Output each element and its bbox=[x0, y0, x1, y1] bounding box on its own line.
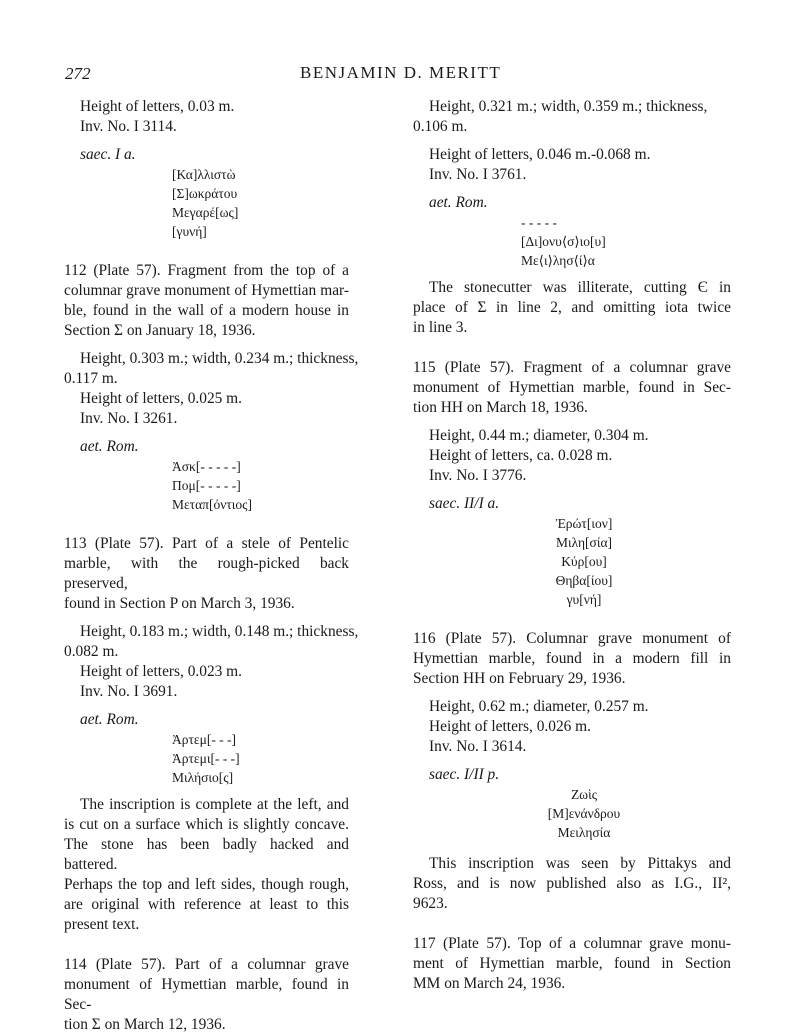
entry-description: MM on March 24, 1936. bbox=[413, 975, 566, 992]
entry-115 bbox=[413, 358, 731, 609]
inscription-line: [Σ]ωκράτου bbox=[172, 186, 238, 201]
inscription-line: [γυνή] bbox=[172, 224, 207, 239]
date-label: aet. Rom. bbox=[80, 438, 139, 455]
dimensions: Height, 0.62 m.; diameter, 0.257 m. bbox=[429, 698, 649, 715]
letter-height: Height of letters, 0.026 m. bbox=[429, 718, 591, 735]
letter-height: Height of letters, 0.046 m.-0.068 m. bbox=[429, 146, 651, 163]
inscription-line: [Δι]ονυ⟨σ⟩ιο[υ] bbox=[521, 234, 606, 249]
commentary-line: are original with reference at least to this bbox=[64, 896, 349, 913]
dimensions: Height, 0.183 m.; width, 0.148 m.; thickness, bbox=[80, 623, 359, 640]
entry-description: columnar grave monument of Hymettian mar- bbox=[64, 282, 349, 299]
inscription-116 bbox=[413, 785, 731, 842]
commentary-line: in line 3. bbox=[413, 319, 468, 336]
dimensions: 0.106 m. bbox=[413, 118, 468, 135]
commentary-line: This inscription was seen by Pittakys and bbox=[429, 855, 731, 872]
inventory-number: Inv. No. I 3614. bbox=[429, 738, 527, 755]
entry-number: 112 bbox=[64, 262, 87, 279]
entry-number: 116 bbox=[413, 630, 436, 647]
inscription-line: [Κα]λλιστὼ bbox=[172, 167, 236, 182]
inventory-number: Inv. No. I 3776. bbox=[429, 467, 527, 484]
inventory-number: Inv. No. I 3761. bbox=[429, 166, 527, 183]
inscription-line: Θηβα[ίου] bbox=[555, 573, 613, 588]
inscription-line: Ἀρτεμι[- - -] bbox=[172, 751, 240, 766]
entry-description: ble, found in the wall of a modern house in bbox=[64, 302, 349, 319]
entry-description: (Plate 57). Fragment of a columnar grave bbox=[444, 359, 731, 376]
dimensions: 0.117 m. bbox=[64, 370, 118, 387]
inscription-114 bbox=[413, 213, 731, 270]
inscription-line: Μεταπ[όντιος] bbox=[172, 497, 252, 512]
inscription-line: - - - - - bbox=[521, 215, 557, 230]
commentary-line: The stonecutter was illiterate, cutting Є in bbox=[429, 279, 731, 296]
commentary-line: 9623. bbox=[413, 895, 448, 912]
entry-number: 117 bbox=[413, 935, 436, 952]
inscription-line: Με⟨ι⟩λησ⟨ί⟩α bbox=[521, 253, 595, 268]
commentary-line: The stone has been badly hacked and battered. bbox=[64, 836, 349, 873]
left-column bbox=[64, 97, 359, 1035]
letter-height: Height of letters, 0.023 m. bbox=[80, 663, 242, 680]
entry-number: 113 bbox=[64, 535, 87, 552]
inscription-line: Μεγαρέ[ως] bbox=[172, 205, 239, 220]
dimensions: Height, 0.303 m.; width, 0.234 m.; thickness, bbox=[80, 350, 359, 367]
entry-description: Hymettian marble, found in a modern fill in bbox=[413, 650, 731, 667]
entry-description: monument of Hymettian marble, found in Sec- bbox=[413, 379, 731, 396]
entry-description: (Plate 57). Columnar grave monument of bbox=[445, 630, 731, 647]
entry-112 bbox=[64, 261, 359, 514]
inscription-line: [Μ]ενάνδρου bbox=[547, 806, 621, 821]
dimensions: 0.082 m. bbox=[64, 643, 119, 660]
entry-description: monument of Hymettian marble, found in Sec- bbox=[64, 976, 349, 1013]
right-column bbox=[413, 97, 731, 994]
commentary bbox=[413, 278, 731, 338]
commentary-line: Perhaps the top and left sides, though rough, bbox=[64, 876, 349, 893]
inventory-number: Inv. No. I 3261. bbox=[80, 410, 178, 427]
entry-number: 114 bbox=[64, 956, 87, 973]
entry-description: tion Σ on March 12, 1936. bbox=[64, 1016, 226, 1033]
inscription-line: γυ[νή] bbox=[566, 592, 602, 607]
entry-description: found in Section P on March 3, 1936. bbox=[64, 595, 295, 612]
commentary bbox=[413, 854, 731, 914]
entry-description: (Plate 57). Top of a columnar grave monu- bbox=[442, 935, 731, 952]
entry-113 bbox=[64, 534, 359, 935]
inscription-line: Πομ[- - - - -] bbox=[172, 478, 241, 493]
inscription-line: Ἐρώτ[ιον] bbox=[555, 516, 613, 531]
date-label: aet. Rom. bbox=[429, 194, 488, 211]
commentary bbox=[64, 795, 349, 935]
inscription-line: Κύρ[ου] bbox=[561, 554, 607, 569]
running-head: BENJAMIN D. MERITT bbox=[300, 63, 502, 82]
date-label: saec. I a. bbox=[80, 146, 136, 163]
commentary-line: Ross, and is now published also as I.G., II², bbox=[413, 875, 731, 892]
entry-117 bbox=[413, 934, 731, 994]
inventory-number: Inv. No. I 3114. bbox=[80, 118, 177, 135]
dimensions: Height, 0.321 m.; width, 0.359 m.; thickness, bbox=[429, 98, 708, 115]
letter-height: Height of letters, 0.025 m. bbox=[80, 390, 242, 407]
entry-number: 115 bbox=[413, 359, 436, 376]
entry-description: (Plate 57). Fragment from the top of a bbox=[93, 262, 349, 279]
inscription-line: Μιλήσιο[ς] bbox=[172, 770, 234, 785]
inscription-111 bbox=[64, 165, 349, 241]
inscription-112 bbox=[64, 457, 349, 514]
date-label: saec. II/I a. bbox=[429, 495, 500, 512]
commentary-line: is cut on a surface which is slightly concave. bbox=[64, 816, 349, 833]
entry-description: tion HH on March 18, 1936. bbox=[413, 399, 588, 416]
date-label: aet. Rom. bbox=[80, 711, 139, 728]
inscription-line: Μιλη[σία] bbox=[555, 535, 613, 550]
date-label: saec. I/II p. bbox=[429, 766, 500, 783]
dimensions: Height, 0.44 m.; diameter, 0.304 m. bbox=[429, 427, 649, 444]
entry-116 bbox=[413, 629, 731, 914]
entry-description: (Plate 57). Part of a columnar grave bbox=[95, 956, 349, 973]
entry-description: Section HH on February 29, 1936. bbox=[413, 670, 626, 687]
entry-description: (Plate 57). Part of a stele of Pentelic bbox=[94, 535, 349, 552]
page-number: 272 bbox=[65, 64, 91, 83]
entry-description: ment of Hymettian marble, found in Section bbox=[413, 955, 731, 972]
commentary-line: present text. bbox=[64, 916, 140, 933]
letter-height: Height of letters, 0.03 m. bbox=[80, 98, 235, 115]
inscription-113 bbox=[64, 730, 349, 787]
entry-114 bbox=[64, 955, 349, 1035]
inscription-line: Μειλησία bbox=[557, 825, 611, 840]
entry-description: Section Σ on January 18, 1936. bbox=[64, 322, 256, 339]
inscription-line: Ἀσκ[- - - - -] bbox=[172, 459, 241, 474]
inscription-line: Ἀρτεμ[- - -] bbox=[172, 732, 237, 747]
commentary-line: The inscription is complete at the left, and bbox=[80, 796, 349, 813]
entry-description: marble, with the rough-picked back preserved, bbox=[64, 555, 349, 592]
inscription-line: Ζωὶς bbox=[570, 787, 598, 802]
commentary-line: place of Σ in line 2, and omitting iota twice bbox=[413, 299, 731, 316]
letter-height: Height of letters, ca. 0.028 m. bbox=[429, 447, 613, 464]
inventory-number: Inv. No. I 3691. bbox=[80, 683, 178, 700]
inscription-115 bbox=[413, 514, 731, 609]
